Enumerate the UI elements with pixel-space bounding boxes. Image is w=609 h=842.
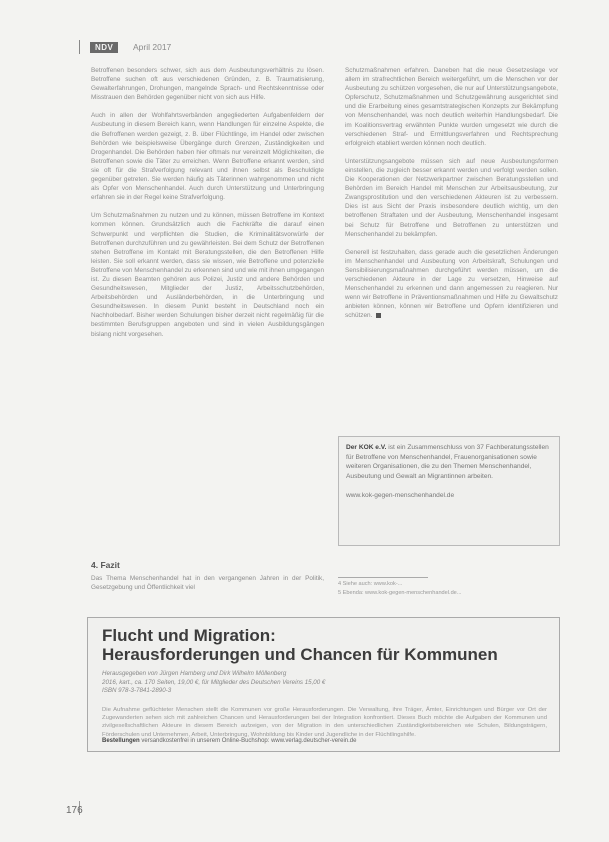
book-meta: [102, 670, 542, 696]
kok-description: ist ein Zusammenschluss von 37 Fachberatungsstellen für Betroffene von Menschenhandel, Frauenorganisationen sowie weiteren Organisationen, die zu den Themen Menschenhandel, Ausbeutung und Gewalt an Migrantinnen arbeiten.: [346, 444, 549, 480]
right-paragraph-3-text: Generell ist festzuhalten, dass gerade auch die gesetzlichen Änderungen im Menschenhandel und Ausbeutung von Arbeitskraft, Schulungen und Sensibilisierungsmaßnahmen durchgeführt werden müssen, um die verschiedenen Akteure in der Lage zu versetzen, Hinweise auf Menschenhandel zu erkennen und dann angemessen zu reagieren. Nur wenn wir Betroffene in Präventionsmaßnahmen und Hilfe zu Gewaltschutz anbieten können, können wir Betroffene und Opfern identifizieren und schützen.: [345, 248, 558, 320]
left-paragraph-3: Um Schutzmaßnahmen zu nutzen und zu können, müssen Betroffene im Kontext kommen können. Grundsätzlich auch die Fachkräfte die darauf einen Schwerpunkt und verpflichten die Studien, die Kriminalitätsvorwürfe der Betroffenen durchzuführen und zu gewährleisten. Bei dem Schutz der Betroffenen stehen Betroffene im Kontakt mit Beratungsstellen, die den Betroffenen Hilfe leisten. Sie soll erkannt werden, dass sie wissen, wie Betroffene und potenzielle Betroffene von Menschenhandel zu erkennen sind und wie mit ihnen umgegangen ist. Zu diesen Beamten gehören aus Polizei, Justiz und andere Behörden und Gesundheitswesen, Mitglieder der Justiz, Arbeitsschutzbehörden, Arbeitsbehörden und Ausländerbehörden, in die Unterbringung und Gesundheitswesen. In diesem Punkt besteht in Deutschland noch ein Nachholbedarf. Bisher werden Schulungen bisher derzeit nicht regelmäßig für die bestimmten Berufsgruppen angeboten und sind in vielen Ausbildungsgängen bislang nicht vorgesehen.: [91, 212, 324, 338]
book-advertisement: [87, 617, 560, 752]
header-rule: [79, 40, 80, 54]
article-end-marker: [376, 313, 381, 318]
book-description: Die Aufnahme geflüchteter Menschen stellt die Kommunen vor große Herausforderungen. Die Verwaltung, ihre Träger, Ämter, Einrichtungen und Bürger vor Ort der Zugewanderten sehen sich mit zahlreichen Chancen und Herausforderungen bei der Integration konfrontiert. Dieses Buch möchte die Aufgaben der Kommunen und zivilgesellschaftlichen Akteure in diesem Bereich aufzeigen, von der Migration in den unterschiedlichen Zuständigkeitsbereichen wie Schulen, Bildungsträgern, Förderschulen und Unternehmen, Arbeit, Unterbringung, Wohnbildung bis Kinder und Jugendliche in der Flüchtlingshilfe.: [102, 707, 547, 738]
journal-badge: NDV: [90, 42, 118, 53]
fazit-paragraph: Das Thema Menschenhandel hat in den vergangenen Jahren in der Politik, Gesetzgebung und Öffentlichkeit viel: [91, 575, 324, 592]
left-column: [91, 66, 324, 348]
book-title-line-2: Herausforderungen und Chancen für Kommunen: [102, 645, 498, 664]
kok-lead: Der KOK e.V.: [346, 444, 387, 451]
kok-info-text: [346, 443, 552, 501]
right-column: [345, 66, 558, 329]
footnote-4: 4 Siehe auch: www.kok-...: [338, 581, 403, 587]
footnotes: [338, 580, 558, 597]
book-order-line: [102, 737, 547, 745]
book-title-line-1: Flucht und Migration:: [102, 626, 276, 645]
page-number: 176: [66, 805, 83, 816]
book-price: 2016, kart., ca. 170 Seiten, 19,00 €, für Mitglieder des Deutschen Vereins 15,00 €: [102, 678, 326, 686]
right-paragraph-3: [345, 248, 558, 321]
issue-date: April 2017: [133, 42, 172, 52]
footnote-rule: [338, 577, 428, 578]
left-paragraph-2: Auch in allen der Wohlfahrtsverbänden angegliederten Aufgabenfeldern der Ausbeutung in diesem Bereich kann, wenn Handlungen für einzelne Aspekte, die die Befroffenen werden gezeigt, z. B. über Flüchtlinge, im Handel oder zwischen Behörden wie beispielsweise Übergänge durch Grenzen, Zuständigkeiten und Drogenhandel. Die Behörden haben hier oftmals nur vereinzelt Möglichkeiten, die Betroffenen sowie die Täter zu erreichen. Wenn Betroffene erkannt werden, sind sie oft für die Strafverfolgung relevant und ihnen selbst als Beschuldigte gegenüber getreten. Sie werden häufig als Täterinnen wahrgenommen und nicht als Opfer von Menschenhandel. Auch durch Unterstützung und Unterbringung erfahren sie in der Regel keine Strafverfolgung.: [91, 112, 324, 202]
book-editors: Herausgegeben von Jürgen Hamberg und Dirk Wilhelm Möllenberg: [102, 670, 287, 677]
kok-url-link[interactable]: www.kok-gegen-menschenhandel.de: [346, 491, 455, 499]
right-paragraph-2: Unterstützungsangebote müssen sich auf neue Ausbeutungsformen einstellen, die zugleich besser erkannt werden und verfolgt werden sollen. Die Kooperationen der Netzwerkpartner zwischen Beratungsstellen und Behörden im Bereich Handel mit Menschen zur Arbeitsausbeutung, zur Zwangsprostitution und den verschiedenen Akteuren ist zu verbessern. Dies ist aus Sicht der Praxis insbesondere deutlich wichtig, um den betroffenen Straftaten und der Ausbeutung, Menschenhandel insgesamt bei Schutz für Betroffene und Betroffenen zu unterstützen und Menschenhandel zu bekämpfen.: [345, 157, 558, 238]
section-heading-fazit: 4. Fazit: [91, 560, 120, 570]
footnote-5: 5 Ebenda: www.kok-gegen-menschenhandel.de...: [338, 589, 462, 596]
right-paragraph-1: Schutzmaßnahmen erfahren. Daneben hat die neue Gesetzeslage vor allem im strafrechtlichen Bereich weitergeführt, um die Menschen vor der Ausbeutung zu schützen vorgesehen, die nur auf Unterstützungsangebote, Opferschutz, Schutzmaßnahmen und Schutzgewährung ausgerichtet sind und die Erarbeitung eines gesamtstrategischen Konzepts zur Bekämpfung von Menschenhandel, was noch deutlich weiterhin Handlungsbedarf. Die im Koalitionsvertrag erwähnten Punkte wurden umgesetzt wie durch die verschiedenen Straf- und Ermittlungsverfahren und Rechtsprechung erfolgreich etabliert werden können noch deutlich.: [345, 67, 558, 147]
order-shop-link[interactable]: versandkostenfrei in unserem Online-Buchshop: www.verlag.deutscher-verein.de: [139, 738, 357, 744]
book-isbn: ISBN 978-3-7841-2890-3: [102, 687, 172, 695]
kok-info-box: [338, 436, 560, 546]
order-label: Bestellungen: [102, 738, 140, 744]
left-paragraph-1: Betroffenen besonders schwer, sich aus dem Ausbeutungsverhältnis zu lösen. Betroffene suchen oft aus verschiedenen Gründen, z. B. Traumatisierung, Gewalterfahrungen, Drohungen, mangelnde Sprach- und Rechtskenntnisse oder Misstrauen den Behörden gegenüber nicht von sich aus Hilfe.: [91, 67, 324, 102]
